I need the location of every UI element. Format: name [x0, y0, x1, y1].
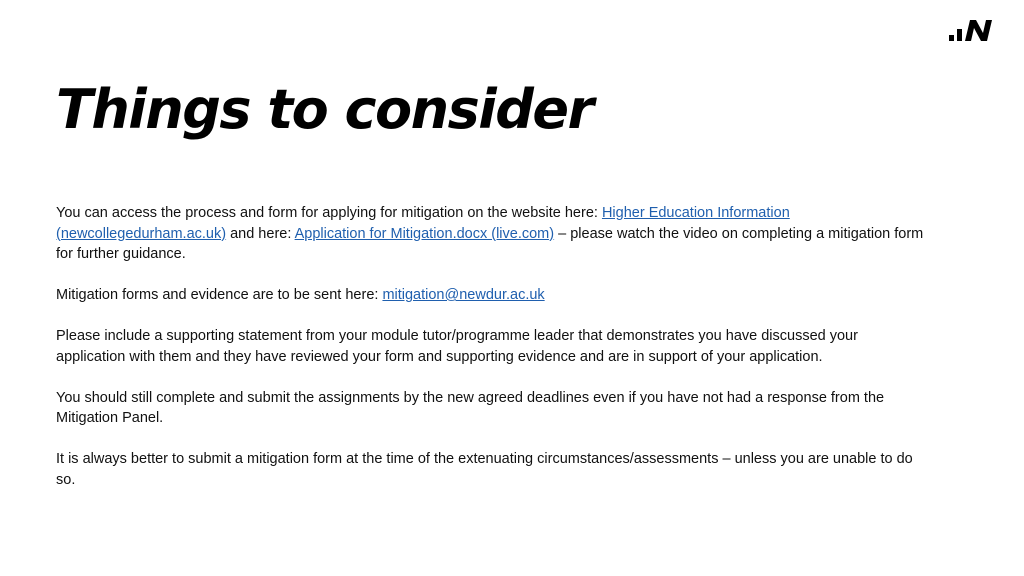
- logo-n-letter: [965, 20, 992, 41]
- brand-logo: [946, 16, 998, 46]
- page-title: Things to consider: [56, 78, 593, 141]
- logo-bar: [957, 29, 962, 41]
- paragraph-submit-assignments: You should still complete and submit the assignments by the new agreed deadlines even if you have not had a response from the Mitigation Panel.: [56, 389, 885, 426]
- content-body: [56, 203, 926, 511]
- higher-education-info-link[interactable]: Higher Education Information (newcollegedurham.ac.uk): [56, 205, 790, 242]
- logo-dot: [949, 35, 954, 41]
- paragraph-forms-evidence: [56, 285, 926, 306]
- paragraph-video-guidance-text: – please watch the video on completing a mitigation form for further guidance.: [56, 225, 924, 262]
- application-for-mitigation-link[interactable]: Application for Mitigation.docx (live.com): [294, 225, 555, 242]
- paragraph-and-here-text: and here:: [226, 225, 295, 242]
- paragraph-access-text: You can access the process and form for applying for mitigation on the website here:: [56, 205, 602, 221]
- paragraph-submit-timing: It is always better to submit a mitigation form at the time of the extenuating circumstances/assessments – unless you are unable to do so.: [56, 451, 913, 488]
- mitigation-email-link[interactable]: mitigation@newdur.ac.uk: [382, 287, 545, 303]
- paragraph-forms-text: Mitigation forms and evidence are to be sent here:: [56, 287, 383, 303]
- paragraph-supporting-statement: Please include a supporting statement from your module tutor/programme leader that demonstrates you have discussed your application with them and they have reviewed your form and supporting evidence and are in support of your application.: [56, 328, 858, 365]
- paragraph-access-process: [56, 203, 926, 265]
